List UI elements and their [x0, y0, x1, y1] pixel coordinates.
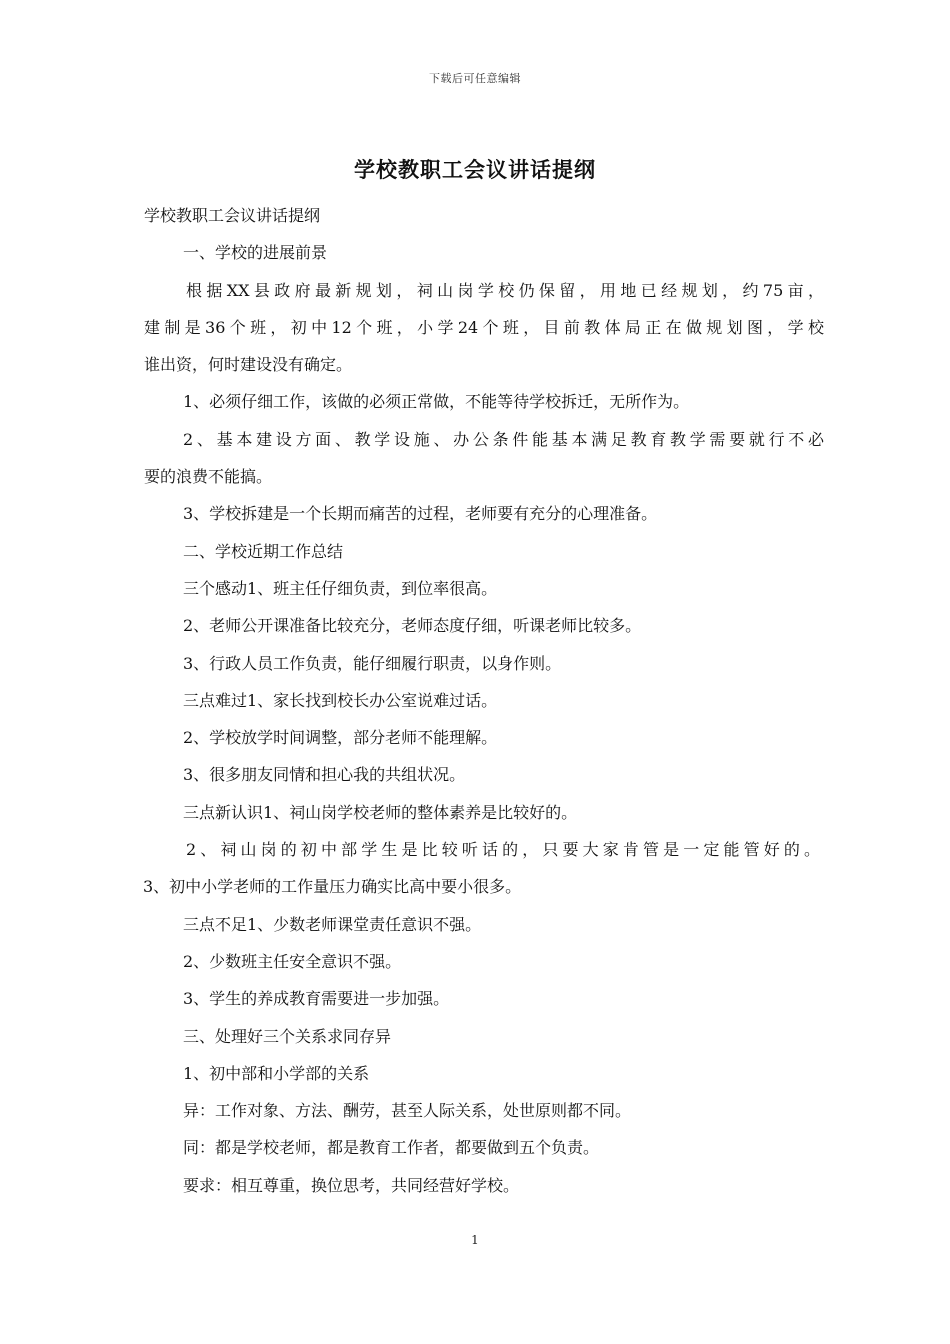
paragraph-line: 3、学校拆建是一个长期而痛苦的过程，老师要有充分的心理准备。 — [183, 504, 658, 524]
page-number: 1 — [471, 1233, 479, 1247]
paragraph-line: 2、老师公开课准备比较充分，老师态度仔细，听课老师比较多。 — [183, 616, 642, 636]
paragraph-line: 要求：相互尊重，换位思考，共同经营好学校。 — [183, 1175, 520, 1195]
paragraph-line: 根据XX县政府最新规划，祠山岗学校仍保留，用地已经规划，约75亩， — [186, 280, 824, 300]
paragraph-line: 1、初中部和小学部的关系 — [183, 1063, 370, 1083]
paragraph-line: 3、初中小学老师的工作量压力确实比高中要小很多。 — [143, 877, 522, 897]
header-note: 下载后可任意编辑 — [429, 72, 521, 85]
paragraph-line: 三点难过1、家长找到校长办公室说难过话。 — [183, 690, 498, 710]
section-heading: 二、学校近期工作总结 — [183, 541, 344, 561]
paragraph-line: 同：都是学校老师，都是教育工作者，都要做到五个负责。 — [183, 1138, 600, 1158]
paragraph-line: 三个感动1、班主任仔细负责，到位率很高。 — [183, 578, 498, 598]
paragraph-line: 2、少数班主任安全意识不强。 — [183, 951, 402, 971]
section-heading: 三、处理好三个关系求同存异 — [183, 1026, 392, 1046]
paragraph-line: 1、必须仔细工作，该做的必须正常做，不能等待学校拆迁，无所作为。 — [183, 392, 690, 412]
document-title: 学校教职工会议讲话提纲 — [354, 157, 596, 182]
paragraph-line: 3、学生的养成教育需要进一步加强。 — [183, 989, 450, 1009]
paragraph-line: 3、很多朋友同情和担心我的共组状况。 — [183, 765, 466, 785]
paragraph-line: 2、基本建设方面、教学设施、办公条件能基本满足教育教学需要就行不必 — [183, 429, 824, 449]
paragraph-line: 要的浪费不能搞。 — [144, 467, 273, 487]
paragraph-line: 建制是36个班，初中12个班，小学24个班，目前教体局正在做规划图，学校 — [144, 317, 824, 337]
paragraph-subtitle: 学校教职工会议讲话提纲 — [144, 206, 321, 225]
document-body — [144, 197, 824, 1204]
paragraph-line: 3、行政人员工作负责，能仔细履行职责，以身作则。 — [183, 653, 562, 673]
paragraph-line: 异：工作对象、方法、酬劳，甚至人际关系，处世原则都不同。 — [183, 1101, 632, 1121]
section-heading: 一、学校的进展前景 — [183, 243, 328, 263]
paragraph-line: 2、祠山岗的初中部学生是比较听话的，只要大家肯管是一定能管好的。 — [186, 840, 820, 860]
paragraph-line: 三点不足1、少数老师课堂责任意识不强。 — [183, 914, 482, 934]
paragraph-line: 三点新认识1、祠山岗学校老师的整体素养是比较好的。 — [183, 802, 578, 822]
paragraph-line: 谁出资，何时建设没有确定。 — [144, 355, 353, 375]
paragraph-line: 2、学校放学时间调整，部分老师不能理解。 — [183, 728, 498, 748]
